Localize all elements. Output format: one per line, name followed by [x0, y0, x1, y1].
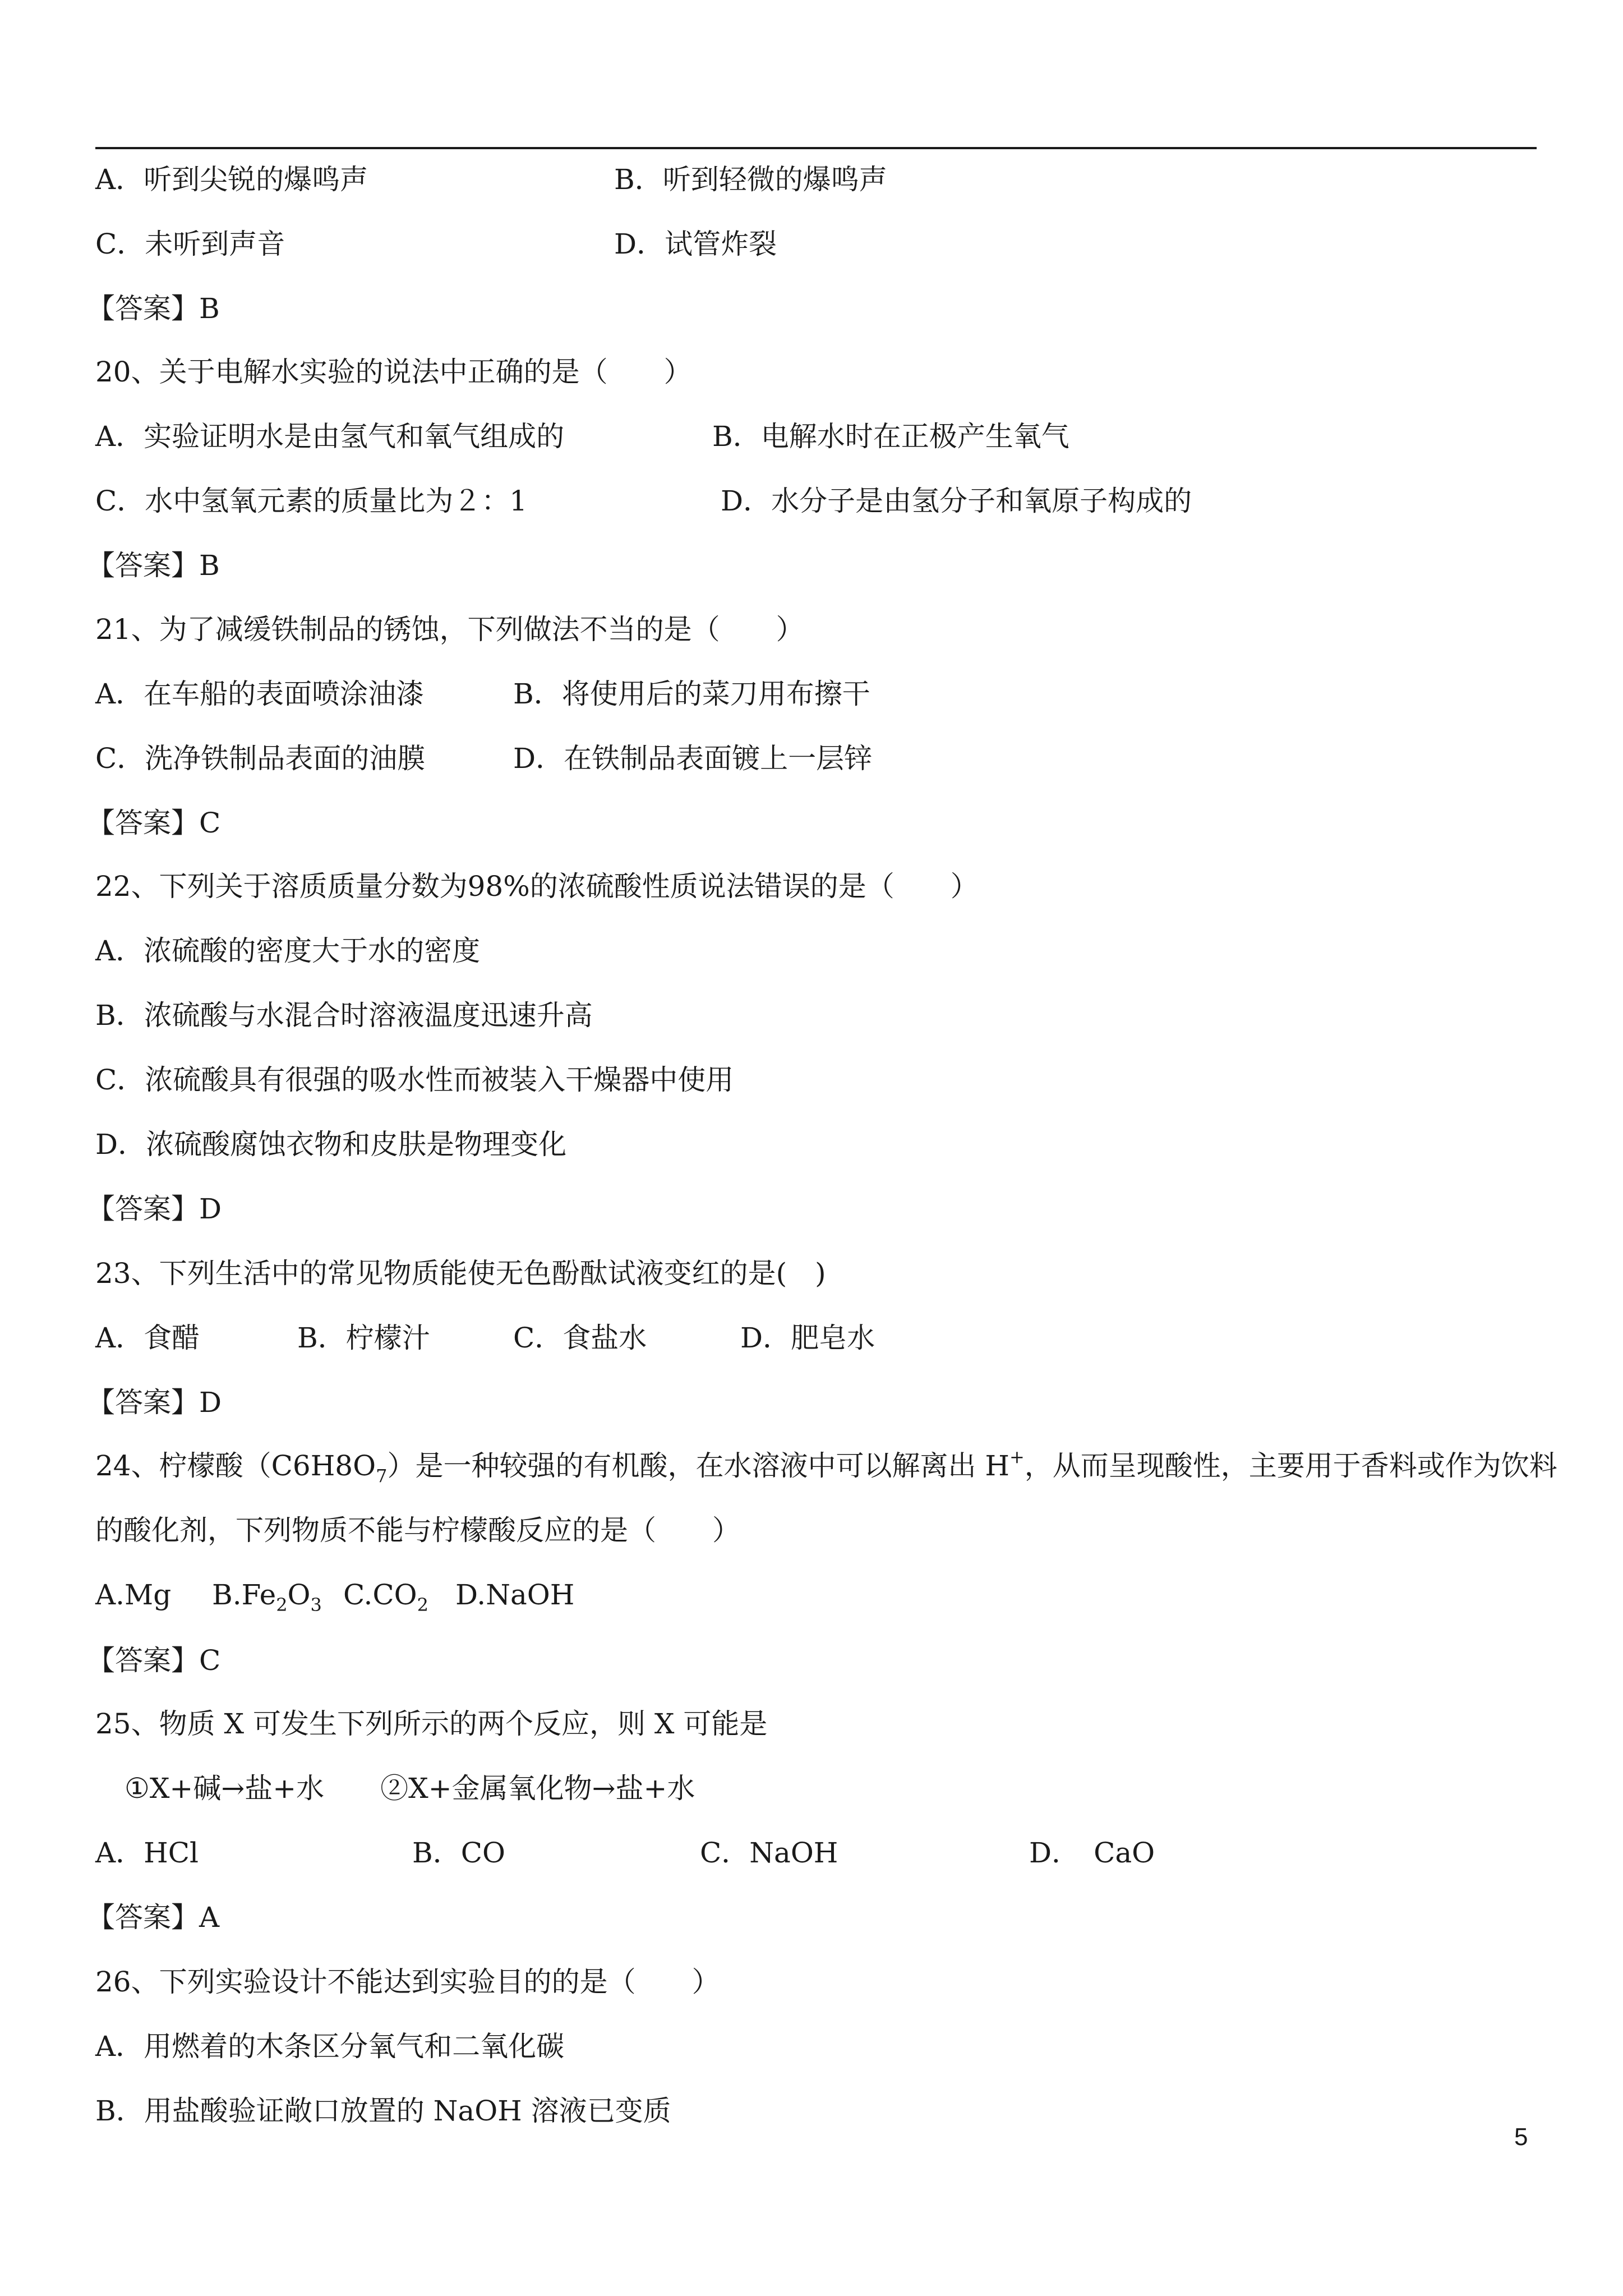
q23-answer: 【答案】D	[87, 1386, 222, 1419]
q25-answer: 【答案】A	[87, 1901, 220, 1934]
q21-option-d: D．在铁制品表面镀上一层锌	[513, 742, 873, 775]
q19-option-d: D．试管炸裂	[614, 228, 777, 260]
q19-option-a: A．听到尖锐的爆鸣声	[95, 163, 368, 196]
q22-option-c: C．浓硫酸具有很强的吸水性而被装入干燥器中使用	[95, 1064, 734, 1096]
q25-option-b: B．CO	[412, 1837, 505, 1869]
q20-option-c: C．水中氢氧元素的质量比为２：1	[95, 485, 528, 517]
q22-option-b: B．浓硫酸与水混合时溶液温度迅速升高	[95, 999, 593, 1032]
page-number: 5	[1514, 2123, 1528, 2151]
q24-option-c: $C.CO_2$	[343, 1579, 428, 1616]
q20-option-b: B．电解水时在正极产生氧气	[712, 420, 1069, 453]
q24-stem-line2: 的酸化剂，下列物质不能与柠檬酸反应的是（ ）	[95, 1514, 740, 1547]
q26-option-b: B．用盐酸验证敞口放置的 NaOH 溶液已变质	[95, 2095, 671, 2127]
q20-answer: 【答案】B	[87, 549, 220, 582]
q19-option-c: C．未听到声音	[95, 228, 285, 260]
q25-option-a: A．HCl	[95, 1837, 199, 1869]
q26-option-a: A．用燃着的木条区分氧气和二氧化碳	[95, 2030, 565, 2063]
q25-reactions: ①X+碱→盐+水 ②X+金属氧化物→盐+水	[125, 1772, 695, 1805]
q26-stem: 26、下列实验设计不能达到实验目的的是（ ）	[95, 1966, 720, 1998]
q23-option-a: A．食醋	[95, 1322, 200, 1354]
q24-answer: 【答案】C	[87, 1644, 221, 1677]
q23-stem: 23、下列生活中的常见物质能使无色酚酞试液变红的是( )	[95, 1257, 826, 1290]
q20-stem: 20、关于电解水实验的说法中正确的是（ ）	[95, 356, 692, 388]
q23-option-b: B．柠檬汁	[297, 1322, 430, 1354]
q24-option-b: $B.Fe_2O_3$	[212, 1579, 322, 1616]
q21-option-c: C．洗净铁制品表面的油膜	[95, 742, 426, 775]
q22-stem: 22、下列关于溶质质量分数为98%的浓硫酸性质说法错误的是（ ）	[95, 870, 979, 903]
q25-option-d: D． CaO	[1029, 1837, 1155, 1869]
q22-answer: 【答案】D	[87, 1193, 222, 1225]
q20-option-a: A．实验证明水是由氢气和氧气组成的	[95, 420, 565, 453]
q25-stem: 25、物质 X 可发生下列所示的两个反应，则 X 可能是	[95, 1708, 768, 1740]
q21-stem: 21、为了减缓铁制品的锈蚀，下列做法不当的是（ ）	[95, 613, 804, 646]
q21-option-a: A．在车船的表面喷涂油漆	[95, 678, 425, 710]
q22-option-a: A．浓硫酸的密度大于水的密度	[95, 935, 481, 967]
q23-option-c: C．食盐水	[513, 1322, 647, 1354]
q21-option-b: B．将使用后的菜刀用布擦干	[513, 678, 870, 710]
q23-option-d: D．肥皂水	[740, 1322, 875, 1354]
q19-option-b: B．听到轻微的爆鸣声	[614, 163, 887, 196]
q24-option-a: A.Mg	[95, 1579, 172, 1611]
q24-stem-line1: 24、柠檬酸$(C6H8O_7)$是一种较强的有机酸，在水溶液中可以解离出 H+，从而呈现酸性，主要用于香料或作为饮料	[95, 1446, 1557, 1487]
q19-answer: 【答案】B	[87, 292, 220, 325]
q22-option-d: D．浓硫酸腐蚀衣物和皮肤是物理变化	[95, 1128, 567, 1161]
q20-option-d: D．水分子是由氢分子和氧原子构成的	[721, 485, 1192, 517]
q24-option-d: D.NaOH	[455, 1579, 575, 1611]
q25-option-c: C．NaOH	[700, 1837, 838, 1869]
header-rule	[95, 147, 1537, 149]
q21-answer: 【答案】C	[87, 807, 221, 839]
